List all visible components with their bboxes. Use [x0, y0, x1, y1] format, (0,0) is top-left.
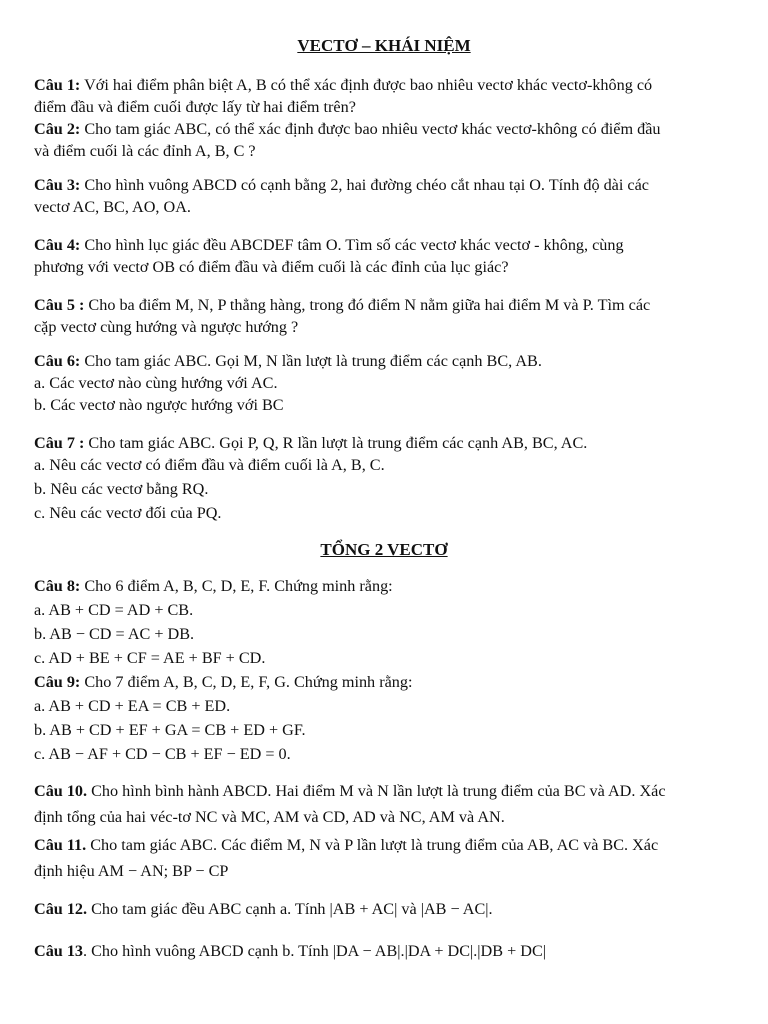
question-4 [34, 234, 734, 278]
question-text: Cho tam giác đều ABC cạnh a. Tính |AB + AC| và |AB − AC|. [87, 900, 493, 918]
question-label: Câu 5 : [34, 296, 85, 314]
question-3 [34, 174, 734, 218]
section-title-vector-concept: VECTƠ – KHÁI NIỆM [297, 36, 471, 55]
question-label: Câu 7 : [34, 434, 85, 452]
question-text: Cho hình vuông ABCD có cạnh bằng 2, hai đường chéo cắt nhau tại O. Tính độ dài các [80, 176, 649, 194]
question-label: Câu 1: [34, 76, 81, 94]
question-text: định hiệu AM − AN; BP − CP [34, 862, 229, 880]
question-6 [34, 350, 734, 416]
sub-question-a: a. Các vectơ nào cùng hướng với AC. [34, 374, 278, 392]
section-title-vector-sum: TỔNG 2 VECTƠ [320, 540, 448, 559]
question-1 [34, 74, 734, 118]
question-text: Cho tam giác ABC. Gọi M, N lần lượt là trung điểm các cạnh BC, AB. [80, 352, 542, 370]
question-label: Câu 3: [34, 176, 81, 194]
question-text: Cho tam giác ABC. Các điểm M, N và P lần lượt là trung điểm của AB, AC và BC. Xác [86, 836, 659, 854]
question-8 [34, 575, 734, 669]
sub-question-a: a. Nêu các vectơ có điểm đầu và điểm cuối là A, B, C. [34, 456, 385, 474]
question-5 [34, 294, 734, 338]
sub-question-c: c. AD + BE + CF = AE + BF + CD. [34, 649, 266, 667]
question-text: Cho tam giác ABC, có thể xác định được bao nhiêu vectơ khác vectơ-không có điểm đầu [80, 120, 661, 138]
question-text: Cho tam giác ABC. Gọi P, Q, R lần lượt là trung điểm các cạnh AB, BC, AC. [84, 434, 588, 452]
sub-question-b: b. Nêu các vectơ bằng RQ. [34, 480, 209, 498]
sub-question-c: c. AB − AF + CD − CB + EF − ED = 0. [34, 745, 291, 763]
question-label: Câu 2: [34, 120, 81, 138]
question-text: Cho hình lục giác đều ABCDEF tâm O. Tìm số các vectơ khác vectơ - không, cùng [80, 236, 624, 254]
sub-question-c: c. Nêu các vectơ đối của PQ. [34, 504, 222, 522]
question-label: Câu 10. [34, 782, 88, 800]
question-text: Cho 7 điểm A, B, C, D, E, F, G. Chứng minh rằng: [80, 673, 413, 691]
question-label: Câu 6: [34, 352, 81, 370]
question-7 [34, 432, 734, 524]
question-text: . Cho hình vuông ABCD cạnh b. Tính |DA − AB|.|DA + DC|.|DB + DC| [83, 942, 546, 960]
question-text: định tổng của hai véc-tơ NC và MC, AM và CD, AD và NC, AM và AN. [34, 808, 505, 826]
question-9 [34, 671, 734, 765]
question-10 [34, 780, 734, 828]
question-text: phương với vectơ OB có điểm đầu và điểm cuối là các đỉnh của lục giác? [34, 258, 509, 276]
sub-question-b: b. Các vectơ nào ngược hướng với BC [34, 396, 284, 414]
question-label: Câu 8: [34, 577, 81, 595]
sub-question-b: b. AB − CD = AC + DB. [34, 625, 195, 643]
question-2 [34, 118, 734, 162]
question-label: Câu 9: [34, 673, 81, 691]
question-text: Cho 6 điểm A, B, C, D, E, F. Chứng minh rằng: [80, 577, 393, 595]
question-text: điểm đầu và điểm cuối được lấy từ hai điểm trên? [34, 98, 356, 116]
question-text: Với hai điểm phân biệt A, B có thể xác định được bao nhiêu vectơ khác vectơ-không có [80, 76, 653, 94]
sub-question-a: a. AB + CD = AD + CB. [34, 601, 194, 619]
question-text: vectơ AC, BC, AO, OA. [34, 198, 191, 216]
question-text: Cho hình bình hành ABCD. Hai điểm M và N lần lượt là trung điểm của BC và AD. Xác [87, 782, 666, 800]
question-text: cặp vectơ cùng hướng và ngược hướng ? [34, 318, 299, 336]
sub-question-a: a. AB + CD + EA = CB + ED. [34, 697, 231, 715]
question-11 [34, 834, 734, 882]
question-text: Cho ba điểm M, N, P thẳng hàng, trong đó điểm N nằm giữa hai điểm M và P. Tìm các [84, 296, 651, 314]
question-text: và điểm cuối là các đỉnh A, B, C ? [34, 142, 256, 160]
question-13 [34, 940, 734, 962]
question-label: Câu 13 [34, 942, 84, 960]
question-12 [34, 898, 734, 920]
sub-question-b: b. AB + CD + EF + GA = CB + ED + GF. [34, 721, 306, 739]
question-label: Câu 11. [34, 836, 87, 854]
question-label: Câu 12. [34, 900, 88, 918]
question-label: Câu 4: [34, 236, 81, 254]
